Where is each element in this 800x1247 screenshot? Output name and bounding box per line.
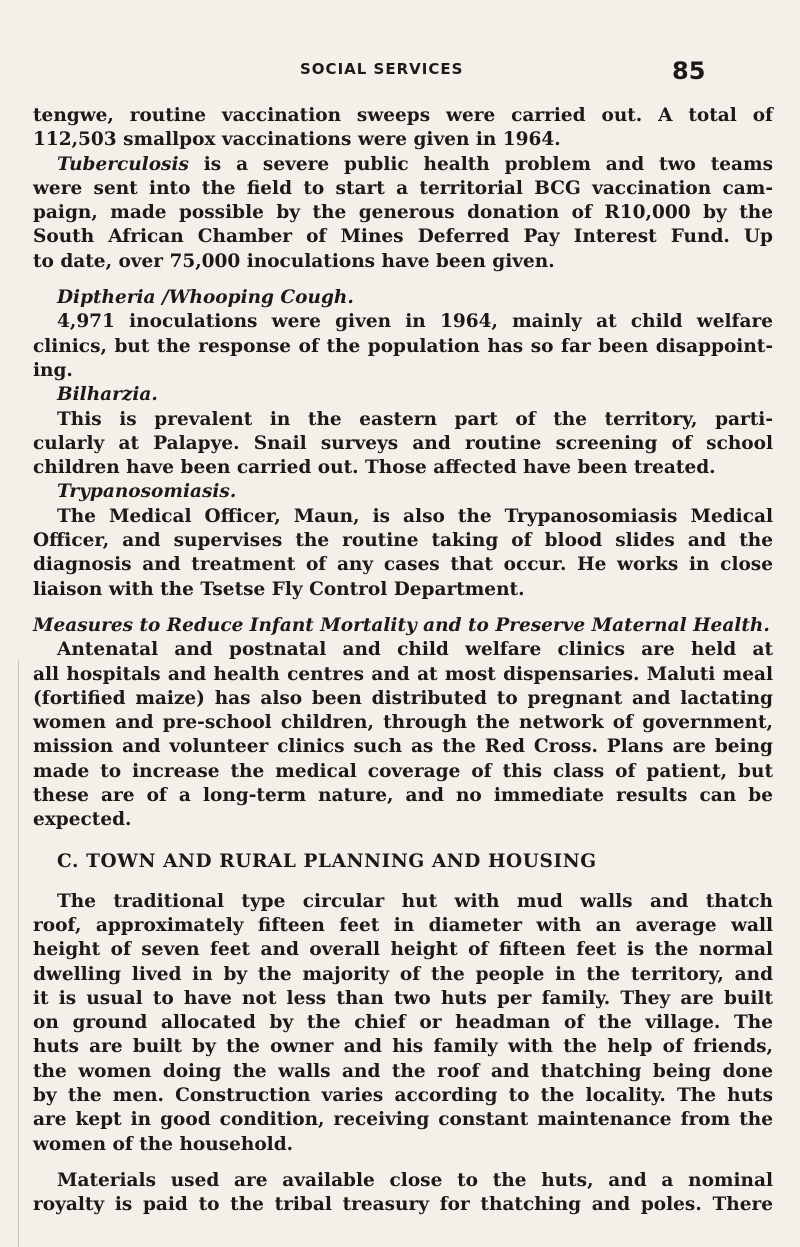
text-line: diagnosis and treatment of any cases that occur. He works in close (33, 554, 773, 576)
text-line: liaison with the Tsetse Fly Control Department. (33, 578, 525, 600)
text-line: The traditional type circular hut with mud walls and thatch (57, 890, 773, 912)
text-fragment: is a severe public health problem and two teams (188, 153, 773, 175)
text-line: the women doing the walls and the roof and thatching being done (33, 1060, 773, 1082)
text-line: The Medical Officer, Maun, is also the Trypanosomiasis Medical (57, 505, 773, 527)
text-line: Antenatal and postnatal and child welfare clinics are held at (57, 639, 773, 661)
text-line: expected. (33, 809, 132, 831)
text-line: dwelling lived in by the majority of the people in the territory, and (33, 963, 773, 985)
subheading-diptheria: Diptheria /Whooping Cough. (57, 287, 354, 309)
text-line: roof, approximately fifteen feet in diameter with an average wall (33, 914, 773, 936)
text-line: mission and volunteer clinics such as the Red Cross. Plans are being (33, 736, 773, 758)
text-line: clinics, but the response of the population has so far been disappoint- (33, 335, 773, 357)
paragraph-gap (33, 602, 773, 614)
running-head: SOCIAL SERVICES (300, 60, 464, 78)
text-line: on ground allocated by the chief or headman of the village. The (33, 1012, 773, 1034)
scan-gutter-shadow (18, 660, 19, 1247)
text-line: This is prevalent in the eastern part of the territory, parti- (57, 408, 773, 430)
text-line: women and pre-school children, through the network of government, (33, 712, 773, 734)
text-line: Materials used are available close to the huts, and a nominal (57, 1169, 773, 1191)
paragraph-gap (33, 1157, 773, 1169)
text-line: were sent into the field to start a territorial BCG vaccination cam- (33, 177, 773, 199)
subheading-bilharzia: Bilharzia. (57, 384, 158, 406)
page-header (0, 57, 800, 90)
text-line: ing. (33, 359, 73, 381)
body-text (33, 104, 773, 1217)
text-line: to date, over 75,000 inoculations have been given. (33, 250, 555, 272)
text-line: by the men. Construction varies according to the locality. The huts (33, 1084, 773, 1106)
text-line: South African Chamber of Mines Deferred Pay Interest Fund. Up (33, 226, 773, 248)
text-line: paign, made possible by the generous donation of R10,000 by the (33, 202, 773, 224)
text-line: children have been carried out. Those affected have been treated. (33, 457, 716, 479)
text-line-tuberculosis (33, 153, 773, 177)
text-line: (fortified maize) has also been distributed to pregnant and lactating (33, 687, 773, 709)
subheading-infant-mortality: Measures to Reduce Infant Mortality and to Preserve Maternal Health. (33, 614, 770, 636)
subheading-trypanosomiasis: Trypanosomiasis. (57, 481, 237, 503)
subheading-tuberculosis: Tuberculosis (57, 153, 189, 175)
text-line: are kept in good condition, receiving constant maintenance from the (33, 1109, 773, 1131)
text-line: all hospitals and health centres and at most dispensaries. Maluti meal (33, 663, 773, 685)
text-line: tengwe, routine vaccination sweeps were carried out. A total of (33, 105, 773, 126)
section-heading: C. TOWN AND RURAL PLANNING AND HOUSING (57, 850, 597, 872)
text-line: made to increase the medical coverage of this class of patient, but (33, 760, 773, 782)
text-line: height of seven feet and overall height of fifteen feet is the normal (33, 939, 773, 961)
text-line: women of the household. (33, 1133, 294, 1155)
text-line: royalty is paid to the tribal treasury for thatching and poles. There (33, 1194, 773, 1216)
text-line: it is usual to have not less than two huts per family. They are built (33, 987, 773, 1009)
text-line: Officer, and supervises the routine taking of blood slides and the (33, 530, 773, 552)
text-line: huts are built by the owner and his family with the help of friends, (33, 1036, 773, 1058)
page-number: 85 (672, 57, 706, 85)
text-line: 112,503 smallpox vaccinations were given in 1964. (33, 129, 561, 151)
paragraph-gap (33, 274, 773, 286)
text-line: 4,971 inoculations were given in 1964, mainly at child welfare (57, 311, 773, 333)
text-line: cularly at Palapye. Snail surveys and routine screening of school (33, 432, 773, 454)
text-line: these are of a long-term nature, and no immediate results can be (33, 785, 773, 807)
